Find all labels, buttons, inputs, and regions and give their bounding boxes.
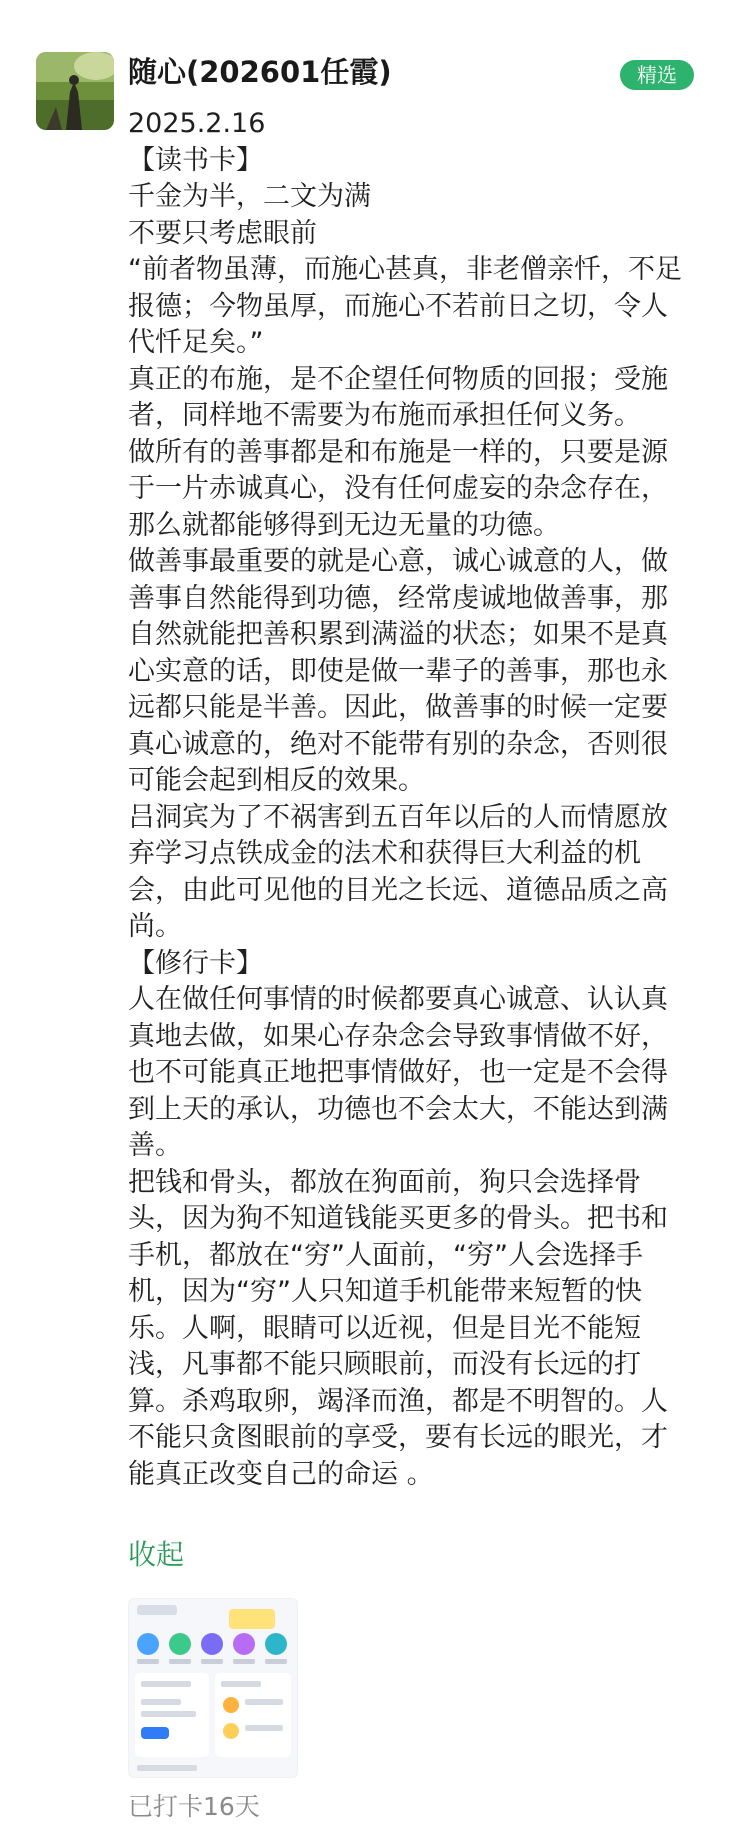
- collapse-link[interactable]: 收起: [128, 1538, 185, 1571]
- post-paragraph: 把钱和骨头，都放在狗面前，狗只会选择骨头，因为狗不知道钱能买更多的骨头。把书和手机，都放在“穷”人面前，“穷”人会选择手机，因为“穷”人只知道手机能带来短暂的快乐。人啊，眼睛可以近视，但是目光不能短浅，凡事都不能只顾眼前，而没有长远的打算。杀鸡取卵，竭泽而渔，都是不明智的。人不能只贪图眼前的享受，要有长远的眼光，才能真正改变自己的命运 。: [128, 1166, 668, 1490]
- thumb-text-line: [221, 1681, 261, 1687]
- thumb-text-line: [245, 1725, 283, 1731]
- thumb-banner: [229, 1609, 275, 1629]
- post-paragraph: 人在做任何事情的时候都要真心诚意、认认真真地去做，如果心存杂念会导致事情做不好，也不可能真正地把事情做好，也一定是不会得到上天的承认，功德也不会太大，不能达到满善。: [128, 984, 668, 1161]
- thumb-app-icon: [201, 1633, 223, 1655]
- thumb-list-icon: [223, 1697, 239, 1713]
- thumb-icon-label: [169, 1659, 191, 1664]
- thumb-icon-label: [137, 1659, 159, 1664]
- thumb-button: [141, 1727, 169, 1739]
- thumb-app-icon: [265, 1633, 287, 1655]
- thumb-icon-label: [265, 1659, 287, 1664]
- post-paragraph: 千金为半，二文为满: [128, 181, 371, 212]
- thumb-app-icon: [233, 1633, 255, 1655]
- avatar[interactable]: [36, 52, 114, 130]
- thumb-header: [137, 1605, 177, 1615]
- post-paragraph: 真正的布施，是不企望任何物质的回报；受施者，同样地不需要为布施而承担任何义务。: [128, 363, 668, 431]
- attached-screenshot-thumbnail[interactable]: [128, 1598, 298, 1778]
- thumb-app-icon: [137, 1633, 159, 1655]
- thumb-icon-label: [233, 1659, 255, 1664]
- thumb-list-icon: [223, 1723, 239, 1739]
- thumb-app-icon: [169, 1633, 191, 1655]
- thumb-text-line: [245, 1699, 283, 1705]
- section-heading: 【读书卡】: [128, 144, 263, 176]
- post-paragraph: 吕洞宾为了不祸害到五百年以后的人而情愿放弃学习点铁成金的法术和获得巨大利益的机会，由此可见他的目光之长远、道德品质之高尚。: [128, 801, 668, 942]
- post-paragraph: 做善事最重要的就是心意，诚心诚意的人，做善事自然能得到功德，经常虔诚地做善事，那自然就能把善积累到满溢的状态；如果不是真心实意的话，即使是做一辈子的善事，那也永远都只能是半善。因此，做善事的时候一定要真心诚意的，绝对不能带有别的杂念，否则很可能会起到相反的效果。: [128, 546, 668, 796]
- post-paragraph: “前者物虽薄，而施心甚真，非老僧亲忏，不足报德；今物虽厚，而施心不若前日之切，令人代忏足矣。”: [128, 254, 682, 358]
- post-paragraph: 不要只考虑眼前: [128, 217, 317, 249]
- section-heading: 【修行卡】: [128, 947, 263, 979]
- thumb-text-line: [141, 1681, 191, 1687]
- username[interactable]: 随心(202601任霞): [128, 55, 392, 89]
- checkin-count: 已打卡16天: [128, 1792, 260, 1821]
- thumb-icon-label: [201, 1659, 223, 1664]
- thumb-text-line: [141, 1711, 196, 1717]
- thumb-text-line: [137, 1765, 197, 1771]
- post-content: [128, 106, 688, 1493]
- thumb-text-line: [141, 1699, 181, 1705]
- post-paragraph: 做所有的善事都是和布施是一样的，只要是源于一片赤诚真心，没有任何虚妄的杂念存在，那么就都能够得到无边无量的功德。: [128, 436, 668, 541]
- post-date: 2025.2.16: [128, 108, 266, 139]
- featured-badge: 精选: [620, 60, 694, 90]
